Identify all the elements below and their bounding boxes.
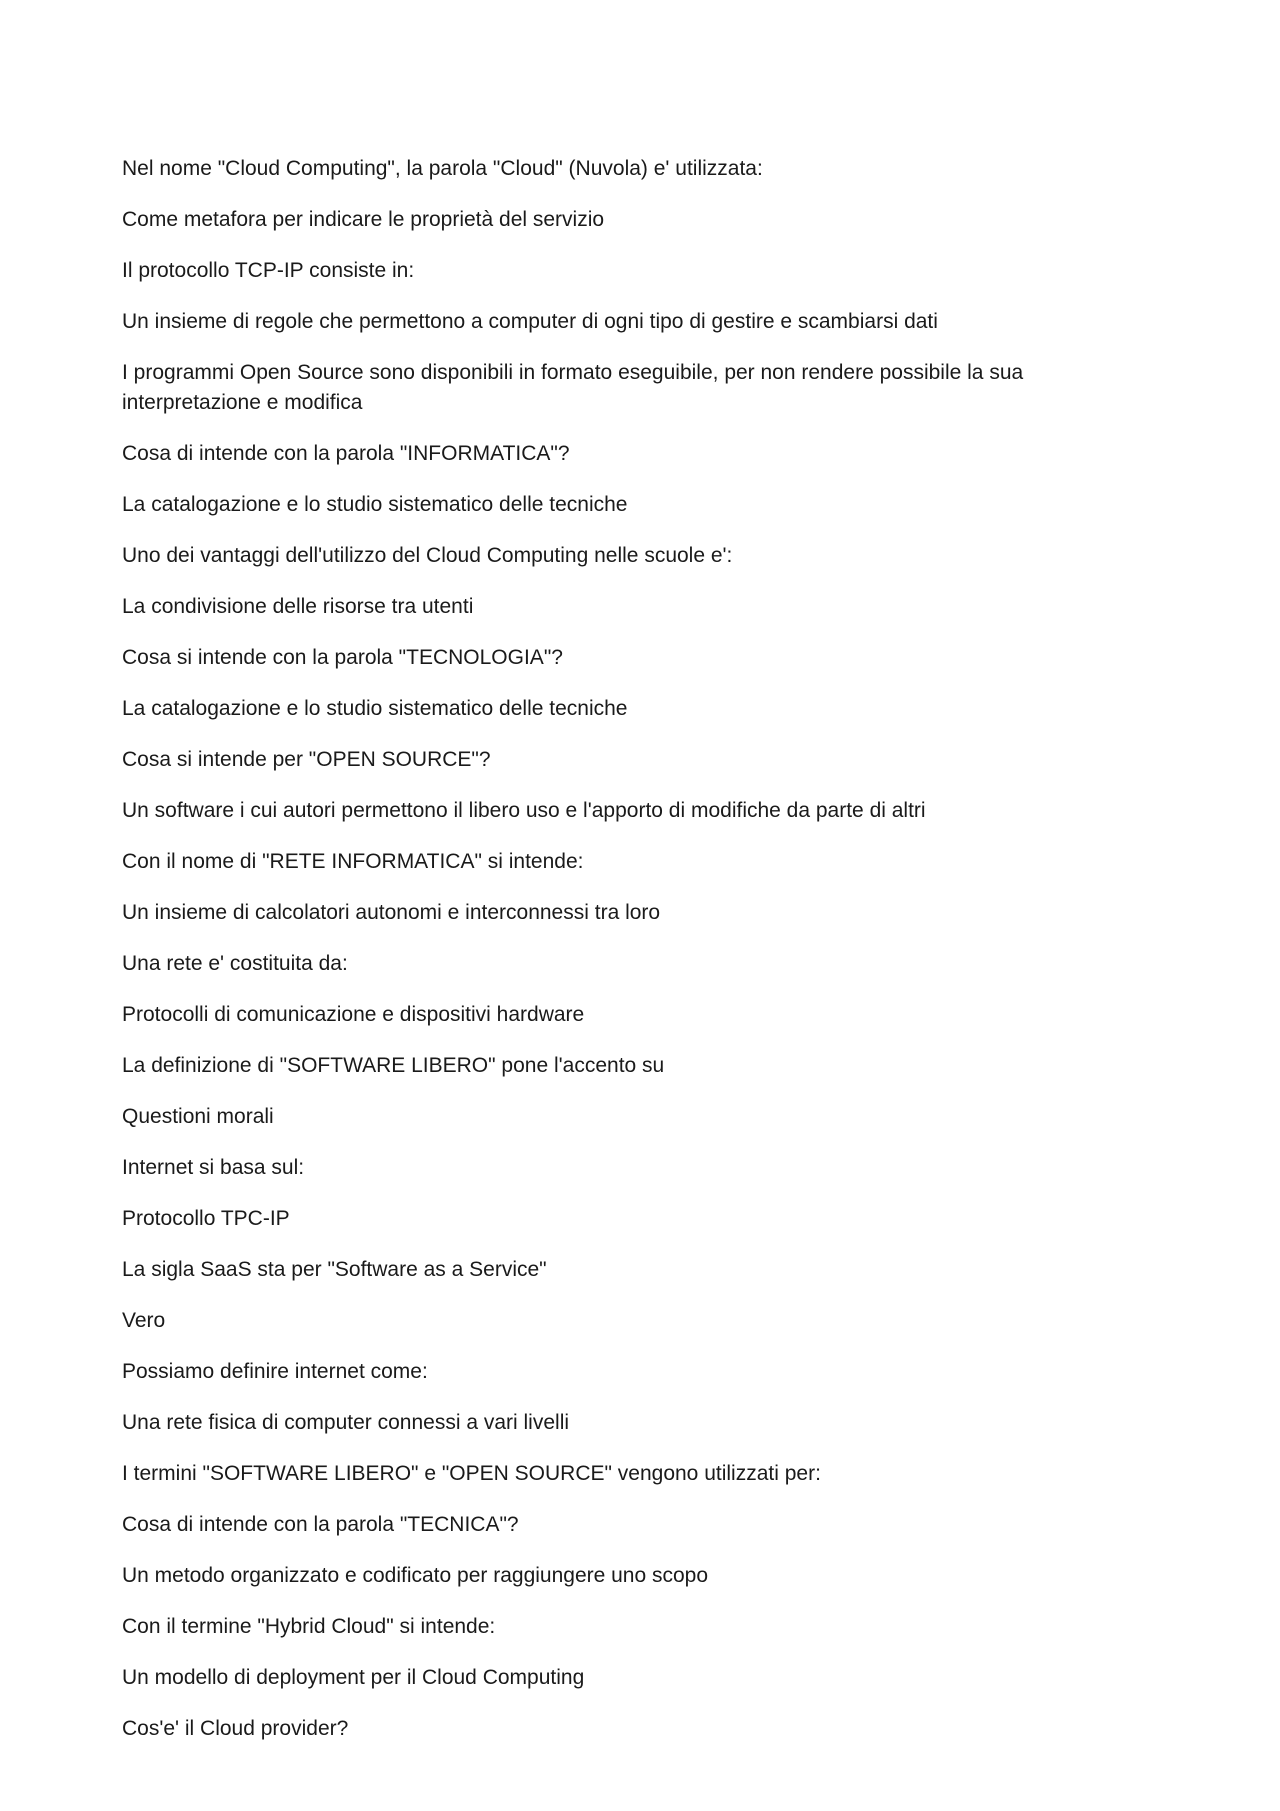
answer-line: Un insieme di calcolatori autonomi e interconnessi tra loro [122, 901, 661, 924]
question-line: Con il termine "Hybrid Cloud" si intende: [122, 1615, 496, 1638]
answer-line: La condivisione delle risorse tra utenti [122, 595, 474, 618]
question-line: Cos'e' il Cloud provider? [122, 1717, 349, 1740]
question-line: Uno dei vantaggi dell'utilizzo del Cloud Computing nelle scuole e': [122, 544, 733, 567]
answer-line: Come metafora per indicare le proprietà del servizio [122, 208, 605, 231]
statement-line: I programmi Open Source sono disponibili in formato eseguibile, per non rendere possibile la sua interpretazione e modifica [122, 361, 1024, 414]
question-line: Cosa si intende con la parola "TECNOLOGIA"? [122, 646, 563, 669]
answer-line: La catalogazione e lo studio sistematico delle tecniche [122, 697, 628, 720]
document-body [122, 154, 1082, 1765]
answer-line: Protocollo TPC-IP [122, 1207, 290, 1230]
question-line: La sigla SaaS sta per "Software as a Service" [122, 1258, 547, 1281]
answer-line: La catalogazione e lo studio sistematico delle tecniche [122, 493, 628, 516]
question-line: Cosa si intende per "OPEN SOURCE"? [122, 748, 491, 771]
answer-line: Vero [122, 1309, 166, 1332]
question-line: Cosa di intende con la parola "INFORMATICA"? [122, 442, 570, 465]
answer-line: Un metodo organizzato e codificato per raggiungere uno scopo [122, 1564, 709, 1587]
question-line: Cosa di intende con la parola "TECNICA"? [122, 1513, 519, 1536]
question-line: Possiamo definire internet come: [122, 1360, 428, 1383]
answer-line: Un modello di deployment per il Cloud Computing [122, 1666, 585, 1689]
answer-line: Una rete fisica di computer connessi a vari livelli [122, 1411, 570, 1434]
answer-line: Protocolli di comunicazione e dispositivi hardware [122, 1003, 585, 1026]
question-line: Con il nome di "RETE INFORMATICA" si intende: [122, 850, 584, 873]
answer-line: Un insieme di regole che permettono a computer di ogni tipo di gestire e scambiarsi dati [122, 310, 938, 333]
question-line: La definizione di "SOFTWARE LIBERO" pone l'accento su [122, 1054, 665, 1077]
question-line: Nel nome "Cloud Computing", la parola "Cloud" (Nuvola) e' utilizzata: [122, 157, 763, 180]
question-line: I termini "SOFTWARE LIBERO" e "OPEN SOURCE" vengono utilizzati per: [122, 1462, 821, 1485]
answer-line: Questioni morali [122, 1105, 274, 1128]
question-line: Internet si basa sul: [122, 1156, 305, 1179]
answer-line: Un software i cui autori permettono il libero uso e l'apporto di modifiche da parte di altri [122, 799, 926, 822]
question-line: Una rete e' costituita da: [122, 952, 348, 975]
question-line: Il protocollo TCP-IP consiste in: [122, 259, 415, 282]
